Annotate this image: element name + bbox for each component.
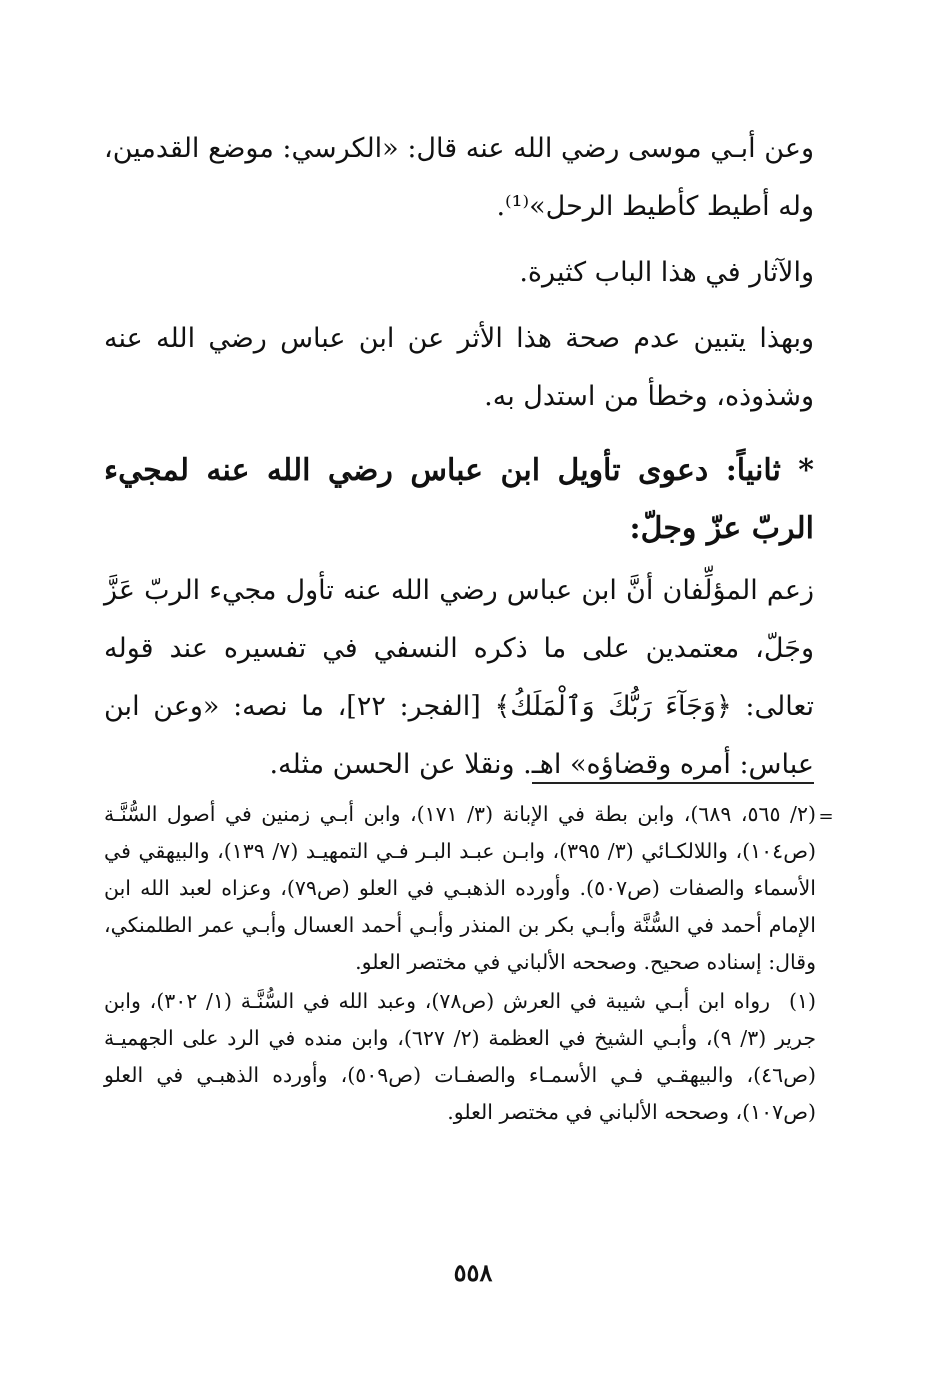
paragraph-claim: زعم المؤلِّفان أنَّ ابن عباس رضي الله عنه تأول مجيء الربّ عَزَّ وجَلّ، معتمدين على ما ذكره النسفي في تفسيره عند قوله تعالى: ﴿وَجَآءَ رَبُّكَ وَٱلْمَلَكُ﴾ [الفجر: ٢٢]، ما نصه: «وعن ابن عباس: أمره وقضاؤه» اهـ. ونقلا عن الحسن مثله. <box>104 575 815 780</box>
paragraph-conclusion: وبهذا يتبين عدم صحة هذا الأثر عن ابن عباس رضي الله عنه وشذوذه، وخطأ من استدل به. <box>104 323 814 412</box>
footnote-continuation: (٢/ ٥٦٥، ٦٨٩)، وابن بطة في الإبانة (٣/ ١٧١)، وابن أبـي زمنين في أصول السُّنَّـة (ص١٠٤)، واللالكـائي (٣/ ٣٩٥)، وابـن عبـد البـر فـي التمهيـد (٧/ ١٣٩)، والبيهقي في الأسماء والصفات (ص٥٠٧). وأورده الذهبـي في العلو (ص٧٩)، وعزاه لعبد الله ابن الإمام أحمد في السُّنَّة وأبـي بكر بن المنذر وأبـي أحمد العسال وأبـي عمر الطلمنكي، وقال: إسناده صحيح. وصححه الألباني في مختصر العلو. <box>104 802 817 974</box>
page-number: ٥٥٨ <box>453 1258 493 1287</box>
paragraph-athar: والآثار في هذا الباب كثيرة. <box>519 257 814 288</box>
footnote-1-text: رواه ابن أبـي شيبة في العرش (ص٧٨)، وعبد الله في السُّنَّـة (١/ ٣٠٢)، وابن جرير (٣/ ٩)، وأبـي الشيخ في العظمة (٢/ ٦٢٧)، وابن منده في الرد على الجهميـة (ص٤٦)، والبيهقـي فـي الأسمـاء والصفـات (ص٥٠٩)، وأورده الذهبـي في العلو (ص١٠٧)، وصححه الألباني في مختصر العلو. <box>104 989 816 1124</box>
footnotes <box>104 796 816 1131</box>
footnote-continuation-mark: = <box>818 806 834 827</box>
paragraph-abu-musa: وعن أبـي موسى رضي الله عنه قال: «الكرسي: موضع القدمين، وله أطيط كأطيط الرحل»⁽¹⁾. <box>104 133 814 222</box>
footnote-separator <box>532 782 814 784</box>
footnote-1 <box>104 983 816 1131</box>
main-text <box>104 120 814 794</box>
section-heading: * ثانياً: دعوى تأويل ابن عباس رضي الله عنه لمجيء الربّ عزّ وجلّ: <box>104 453 814 546</box>
footnote-number: (١) <box>788 989 816 1013</box>
